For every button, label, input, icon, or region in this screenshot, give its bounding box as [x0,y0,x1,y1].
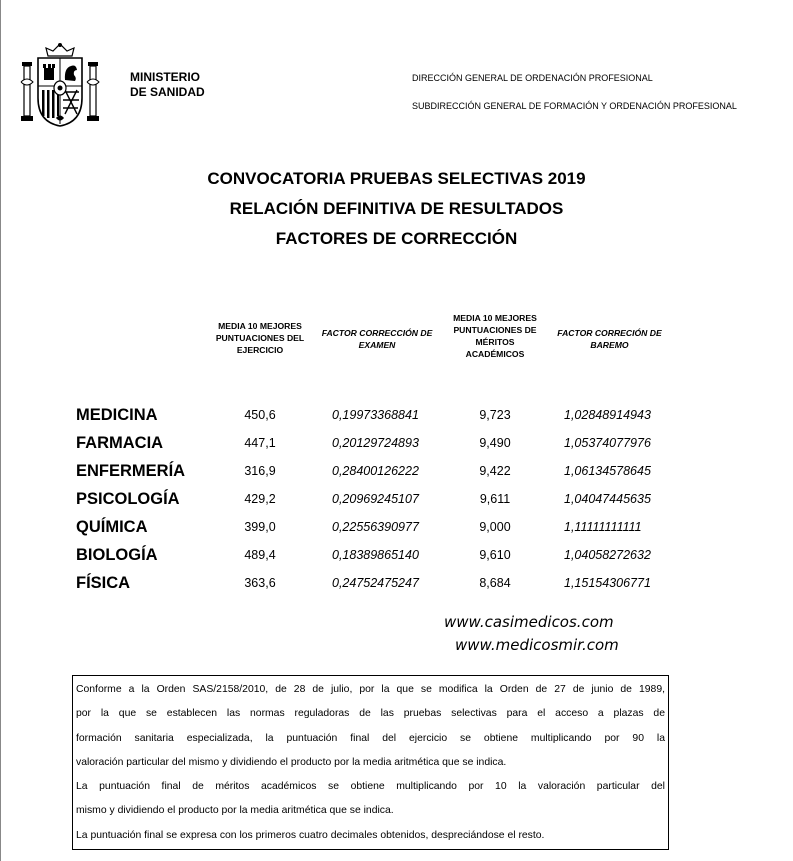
column-header-line: FACTOR CORRECCIÓN DE [321,328,433,338]
table-row [0,490,793,518]
specialty-name: BIOLOGÍA [76,546,158,564]
specialty-name: QUÍMICA [76,518,148,536]
watermark-casimedicos: www.casimedicos.com [444,613,614,631]
specialty-name: MEDICINA [76,406,158,424]
factor-examen-value: 0,22556390977 [332,520,419,534]
column-header-line: MÉRITOS [475,337,515,347]
note-line: La puntuación final de méritos académicos se obtiene multiplicando por 10 la valoración particular del [76,781,665,793]
column-header-line: MEDIA 10 MEJORES [453,313,537,323]
note-line: valoración particular del mismo y dividiendo el producto por la media aritmética que se indica. [76,756,507,768]
media-value: 447,1 [244,436,276,450]
media-value: 489,4 [244,548,276,562]
specialty-name: ENFERMERÍA [76,462,186,480]
factor-baremo-value: 1,05374077976 [564,436,651,450]
table-row [0,546,793,574]
subdireccion-general: SUBDIRECCIÓN GENERAL DE FORMACIÓN Y ORDENACIÓN PROFESIONAL [412,101,737,111]
title-line-2: RELACIÓN DEFINITIVA DE RESULTADOS [229,199,564,218]
factor-baremo-value: 1,04058272632 [564,548,651,562]
media-meritos-value: 9,611 [479,492,511,506]
title-line-1: CONVOCATORIA PRUEBAS SELECTIVAS 2019 [207,169,586,188]
note-line: mismo y dividiendo el producto por la media aritmética que se indica. [76,805,394,817]
column-header-line: EJERCICIO [236,345,284,355]
media-meritos-value: 9,422 [479,464,511,478]
table-row [0,574,793,602]
factor-examen-value: 0,20129724893 [332,436,419,450]
factor-examen-value: 0,18389865140 [332,548,419,562]
note-line: formación sanitaria especializada, la puntuación final del ejercicio se obtiene multiplicando por 90 la [76,732,665,744]
column-header-line: MEDIA 10 MEJORES [218,321,302,331]
column-header-line: FACTOR CORRECIÓN DE [557,328,662,338]
factor-baremo-value: 1,02848914943 [564,408,651,422]
column-header-factor-baremo [551,327,668,351]
specialty-name: FÍSICA [76,574,131,592]
factor-baremo-value: 1,11111111111 [564,520,642,534]
specialty-name: FARMACIA [76,434,164,452]
media-value: 399,0 [244,520,276,534]
media-meritos-value: 9,723 [479,408,511,422]
factor-baremo-value: 1,06134578645 [564,464,651,478]
ministry-line-2: DE SANIDAD [130,85,205,99]
watermark-medicosmir: www.medicosmir.com [455,636,619,654]
column-header-line: ACADÉMICOS [465,349,525,359]
factor-examen-value: 0,19973368841 [332,408,419,422]
coat-of-arms-logo [18,42,102,128]
factor-baremo-value: 1,04047445635 [564,492,651,506]
document-title [0,167,793,257]
factor-baremo-value: 1,15154306771 [564,576,651,590]
media-value: 363,6 [244,576,276,590]
media-value: 316,9 [244,464,276,478]
note-line: por la que se establecen las normas reguladoras de las pruebas selectivas para el acceso a plazas de [76,708,665,720]
factor-examen-value: 0,24752475247 [332,576,419,590]
legal-note-box [72,675,669,850]
column-header-media-meritos [443,312,547,360]
media-value: 450,6 [244,408,276,422]
ministry-line-1: MINISTERIO [130,70,201,84]
title-line-3: FACTORES DE CORRECCIÓN [275,229,518,248]
ministry-name [130,70,205,100]
factor-examen-value: 0,28400126222 [332,464,419,478]
column-header-line: EXAMEN [358,340,396,350]
column-header-factor-examen [315,327,439,351]
factor-examen-value: 0,20969245107 [332,492,419,506]
media-value: 429,2 [244,492,276,506]
media-meritos-value: 8,684 [479,576,511,590]
table-row [0,434,793,462]
column-header-line: PUNTUACIONES DEL [215,333,305,343]
specialty-name: PSICOLOGÍA [76,490,180,508]
table-row [0,518,793,546]
table-row [0,462,793,490]
column-header-media-ejercicio [206,320,314,356]
direccion-general: DIRECCIÓN GENERAL DE ORDENACIÓN PROFESIONAL [412,73,653,83]
media-meritos-value: 9,610 [479,548,511,562]
media-meritos-value: 9,000 [479,520,511,534]
column-header-line: BAREMO [590,340,629,350]
table-row [0,406,793,434]
note-line: La puntuación final se expresa con los primeros cuatro decimales obtenidos, despreciándose el resto. [76,829,545,841]
note-line: Conforme a la Orden SAS/2158/2010, de 28 de julio, por la que se modifica la Orden de 27 de junio de 1989, [76,684,665,695]
column-header-line: PUNTUACIONES DE [453,325,537,335]
media-meritos-value: 9,490 [479,436,511,450]
